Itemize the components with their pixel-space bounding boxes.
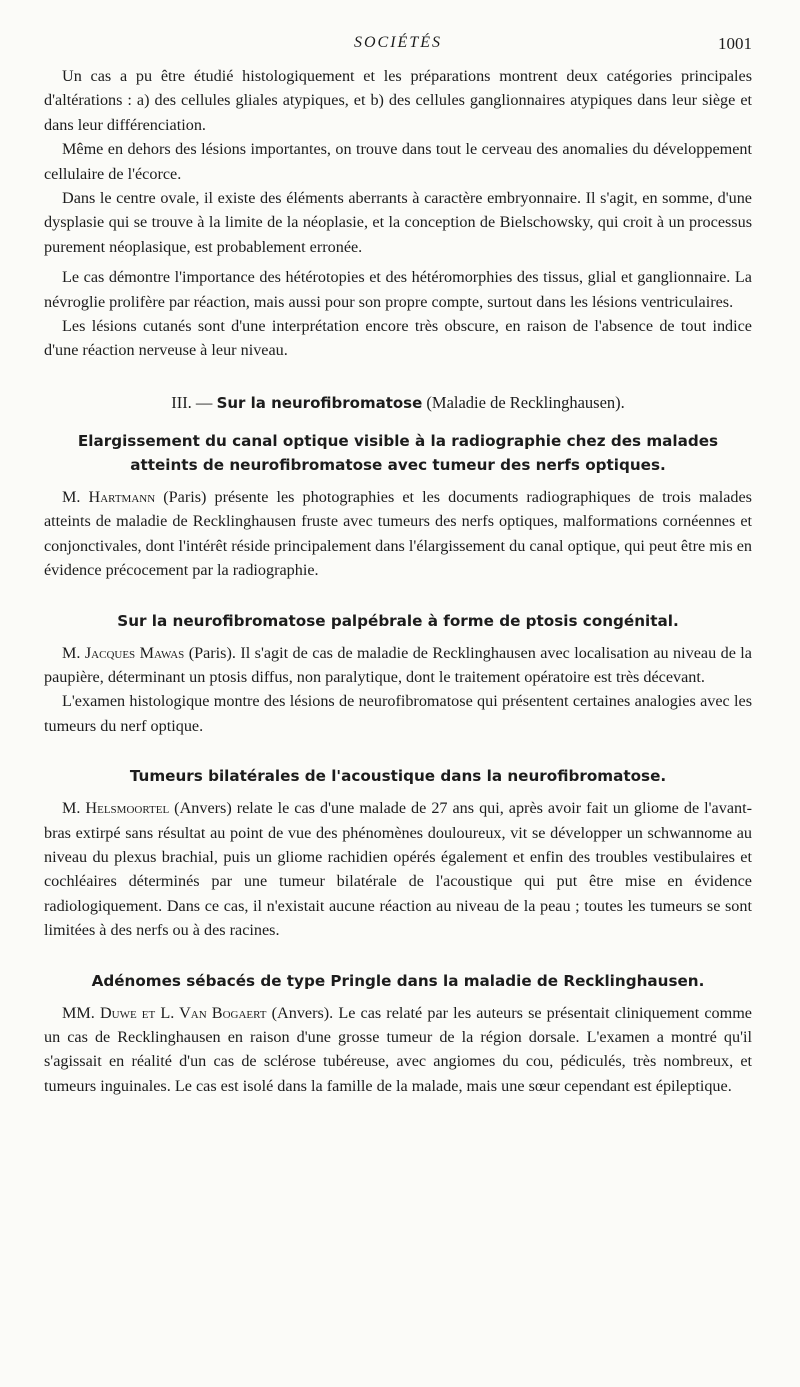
intro-paragraph-4: Le cas démontre l'importance des hétérotopies et des hétéromorphies des tissus, glial et ganglionnaire. La névroglie prolifère par réaction, mais aussi pour son propre compte, surtout dans les lésions ventriculaires.	[44, 268, 752, 311]
intro-paragraph-2: Même en dehors des lésions importantes, on trouve dans tout le cerveau des anomalies du développement cellulaire de l'écorce.	[44, 140, 752, 183]
article-optic-canal	[44, 429, 752, 583]
article-palpebral	[44, 609, 752, 739]
article-author: MM. Duwe et L. Van Bogaert	[62, 1003, 267, 1022]
section-number: III. —	[171, 392, 213, 412]
article-body	[44, 485, 752, 583]
section-subtitle: (Maladie de Recklinghausen).	[426, 392, 625, 412]
intro-paragraph-5: Les lésions cutanés sont d'une interprétation encore très obscure, en raison de l'absence de tout indice d'une réaction nerveuse à leur niveau.	[44, 317, 752, 360]
article-title: Elargissement du canal optique visible à la radiographie chez des malades atteints de neurofibromatose avec tumeur des nerfs optiques.	[77, 431, 719, 474]
article-author: M. Hartmann	[62, 487, 156, 506]
article-title: Sur la neurofibromatose palpébrale à forme de ptosis congénital.	[117, 611, 679, 630]
article-acoustic	[44, 764, 752, 942]
journal-page	[44, 30, 752, 1098]
page-header	[44, 30, 752, 58]
article-title: Adénomes sébacés de type Pringle dans la maladie de Recklinghausen.	[91, 971, 705, 990]
intro-paragraph-3: Dans le centre ovale, il existe des éléments aberrants à caractère embryonnaire. Il s'agit, en somme, d'une dysplasie qui se trouve à la limite de la néoplasie, et la conception de Bielschowsky, qui croit à un processus purement néoplasique, est probablement erronée.	[44, 189, 752, 256]
article-pringle	[44, 969, 752, 1099]
page-number: 1001	[718, 34, 752, 53]
article-body	[44, 796, 752, 942]
article-text: (Paris) présente les photographies et les documents radiographiques de trois malades atteints de maladie de Recklinghausen fruste avec tumeurs des nerfs optiques, malformations cornéennes et conjonctivales, dont l'intérêt réside principalement dans l'élargissement du canal optique, qui peut être mis en évidence précocement par la radiographie.	[44, 487, 752, 580]
article-body	[44, 1001, 752, 1099]
article-text: (Anvers). Le cas relaté par les auteurs se présentait cliniquement comme un cas de Recklinghausen en raison d'une grosse tumeur de la région dorsale. L'examen a montré qu'il s'agissait en réalité d'un cas de sclérose tubéreuse, avec angiomes du cou, pédiculés, très nombreux, et tumeurs inguinales. Le cas est isolé dans la famille de la malade, mais une sœur cependant est épileptique.	[44, 1003, 752, 1095]
intro-paragraph-1: Un cas a pu être étudié histologiquement et les préparations montrent deux catégories principales d'altérations : a) des cellules gliales atypiques, et b) des cellules ganglionnaires atypiques dans leur siège et dans leur différenciation.	[44, 67, 752, 134]
article-title: Tumeurs bilatérales de l'acoustique dans la neurofibromatose.	[129, 767, 667, 786]
section-heading	[44, 391, 752, 415]
section-title: Sur la neurofibromatose	[216, 393, 423, 412]
intro-section	[44, 64, 752, 363]
article-text: (Paris). Il s'agit de cas de maladie de Recklinghausen avec localisation au niveau de la paupière, déterminant un ptosis diffus, non paralytique, dont le traitement opératoire est très décevant.	[44, 643, 752, 686]
article-text: (Anvers) relate le cas d'une malade de 27 ans qui, après avoir fait un gliome de l'avant-bras extirpé sans résultat au point de vue des phénomènes douloureux, vit se développer un schwannome au niveau du plexus brachial, puis un gliome rachidien opérés également et enfin des troubles vestibulaires et cochléaires déterminés par une tumeur bilatérale de l'acoustique qui put être mise en évidence radiologiquement. Dans ce cas, il n'existait aucune réaction au niveau de la peau ; toutes les tumeurs se sont limitées à des nerfs ou à des racines.	[44, 799, 752, 940]
article-author: M. Jacques Mawas	[62, 643, 185, 662]
article-body-continued: L'examen histologique montre des lésions de neurofibromatose qui présentent certaines analogies avec les tumeurs du nerf optique.	[44, 692, 752, 735]
article-body	[44, 641, 752, 690]
running-head: SOCIÉTÉS	[354, 34, 442, 51]
article-author: M. Helsmoortel	[62, 799, 170, 818]
